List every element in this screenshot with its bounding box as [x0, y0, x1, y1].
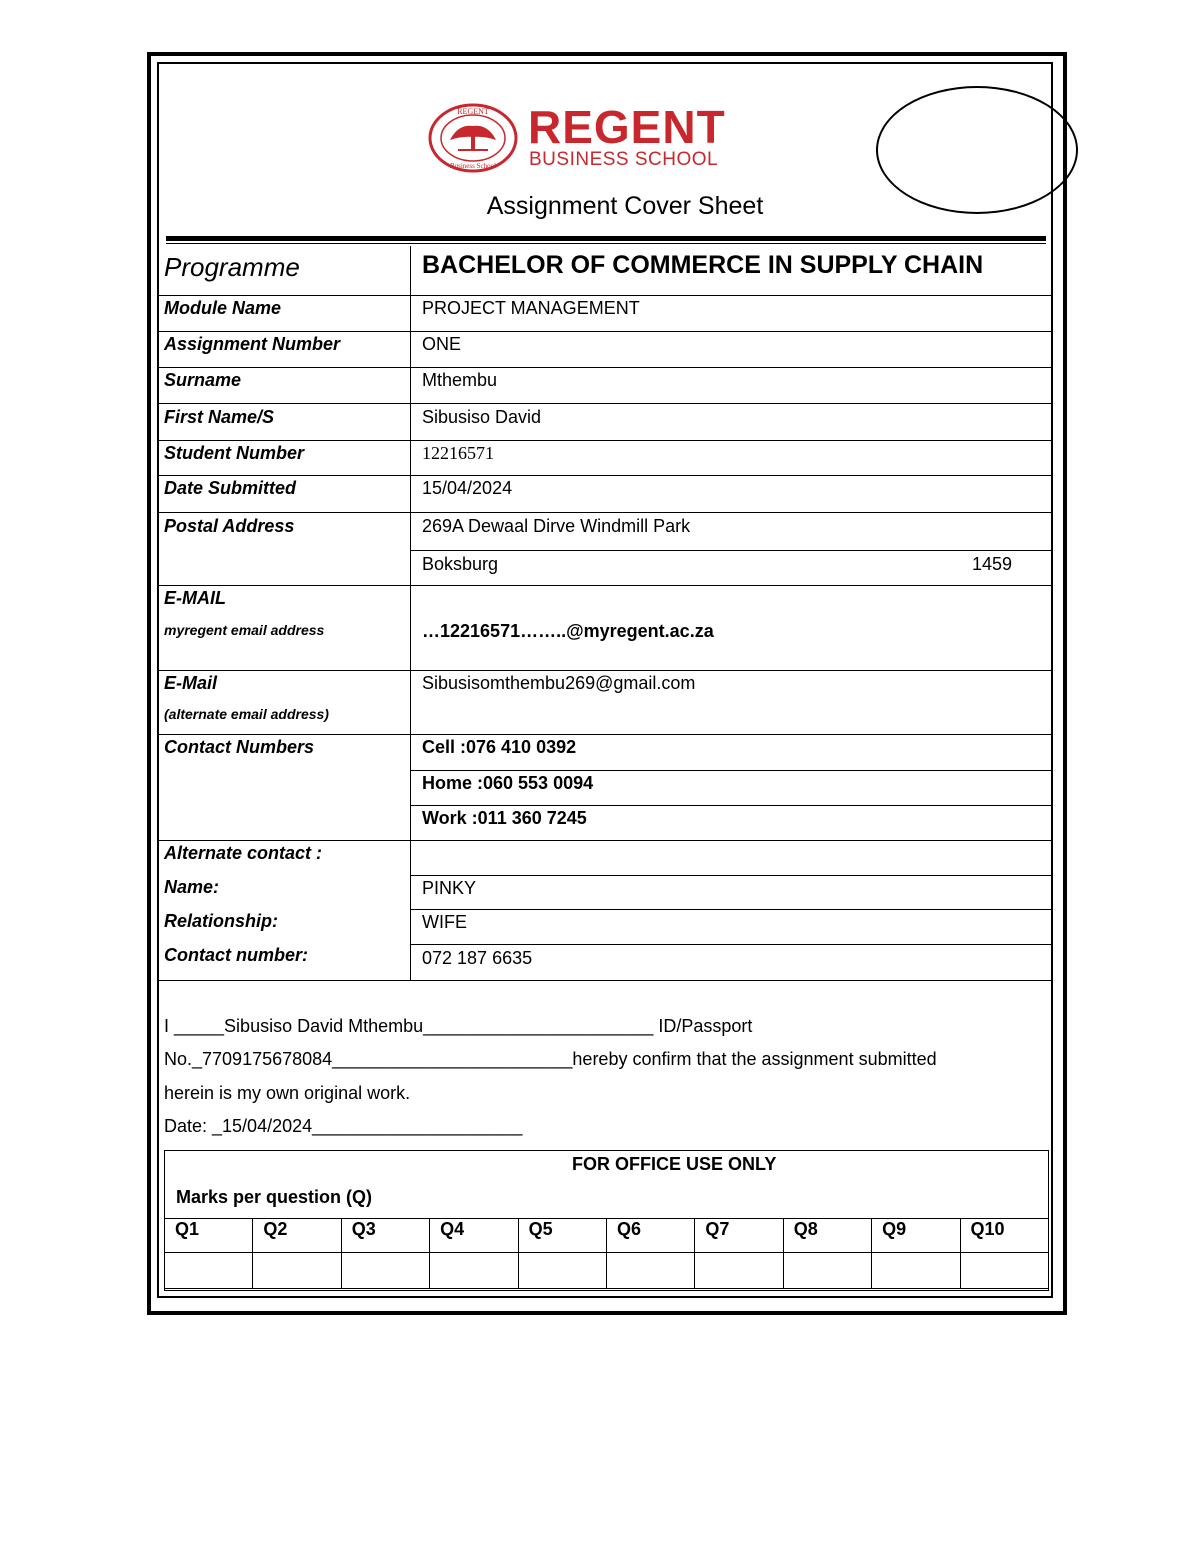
mark-cell[interactable] [430, 1253, 518, 1289]
header-divider-thin [166, 243, 1046, 244]
question-header: Q1 [165, 1219, 253, 1253]
email-myregent-label: E-MAIL [164, 588, 226, 608]
brand-name: REGENT [528, 101, 726, 153]
postal-address-line2: Boksburg [422, 554, 499, 574]
question-header: Q7 [695, 1219, 783, 1253]
alternate-contact-label: Alternate contact : [164, 843, 323, 863]
row-divider [410, 875, 1052, 876]
email-myregent-value: …12216571……..@myregent.ac.za [422, 621, 714, 641]
date-submitted-label: Date Submitted [164, 478, 297, 498]
assignment-number-label: Assignment Number [164, 334, 341, 354]
row-divider [158, 367, 1052, 368]
question-header: Q9 [872, 1219, 960, 1253]
row-divider [158, 734, 1052, 735]
contact-number-label: Contact number: [164, 945, 308, 965]
postal-code: 1459 [972, 554, 1013, 574]
student-number-value: 12216571 [422, 443, 494, 463]
row-divider [158, 670, 1052, 671]
mark-cell[interactable] [960, 1253, 1048, 1289]
marks-entry-row [165, 1253, 1049, 1289]
contact-number-value: 072 187 6635 [422, 948, 533, 968]
email-alternate-sublabel: (alternate email address) [164, 706, 329, 722]
email-alternate-label: E-Mail [164, 673, 218, 693]
mark-cell[interactable] [341, 1253, 429, 1289]
mark-cell[interactable] [518, 1253, 606, 1289]
row-divider [410, 550, 1052, 551]
mark-cell[interactable] [253, 1253, 341, 1289]
relationship-label: Relationship: [164, 911, 279, 931]
postal-address-line1: 269A Dewaal Dirve Windmill Park [422, 516, 691, 536]
marks-table [164, 1218, 1049, 1289]
programme-label: Programme [164, 252, 300, 282]
first-names-value: Sibusiso David [422, 407, 542, 427]
declaration-line-2: No._7709175678084________________________hereby confirm that the assignment submitted [164, 1049, 937, 1069]
regent-seal-icon [428, 102, 518, 174]
seal-bottom-text: Business School [449, 162, 497, 170]
brand-subtitle: BUSINESS SCHOOL [529, 149, 719, 170]
declaration-line-3: herein is my own original work. [164, 1083, 411, 1103]
row-divider [410, 909, 1052, 910]
module-name-label: Module Name [164, 298, 282, 318]
module-name-value: PROJECT MANAGEMENT [422, 298, 640, 318]
assignment-number-value: ONE [422, 334, 462, 354]
question-header: Q3 [341, 1219, 429, 1253]
row-divider [158, 512, 1052, 513]
row-divider [410, 944, 1052, 945]
alternate-name-label: Name: [164, 877, 220, 897]
marks-per-question-label: Marks per question (Q) [176, 1187, 373, 1207]
surname-label: Surname [164, 370, 242, 390]
row-divider [158, 475, 1052, 476]
email-myregent-sublabel: myregent email address [164, 622, 325, 638]
row-divider [158, 440, 1052, 441]
row-divider [158, 840, 1052, 841]
row-divider [158, 331, 1052, 332]
question-header: Q2 [253, 1219, 341, 1253]
row-divider [158, 980, 1052, 981]
mark-cell[interactable] [695, 1253, 783, 1289]
date-submitted-value: 15/04/2024 [422, 478, 513, 498]
row-divider [410, 805, 1052, 806]
surname-value: Mthembu [422, 370, 498, 390]
row-divider [158, 295, 1052, 296]
mark-cell[interactable] [606, 1253, 694, 1289]
question-header: Q4 [430, 1219, 518, 1253]
question-header: Q6 [606, 1219, 694, 1253]
question-header: Q8 [783, 1219, 871, 1253]
header-divider [166, 236, 1046, 241]
stamp-area [876, 86, 1078, 214]
marks-header-row [165, 1219, 1049, 1253]
email-alternate-value: Sibusisomthembu269@gmail.com [422, 673, 696, 693]
question-header: Q10 [960, 1219, 1048, 1253]
contact-cell: Cell :076 410 0392 [422, 737, 577, 757]
programme-value: BACHELOR OF COMMERCE IN SUPPLY CHAIN [422, 251, 984, 279]
question-header: Q5 [518, 1219, 606, 1253]
mark-cell[interactable] [165, 1253, 253, 1289]
page-title: Assignment Cover Sheet [486, 192, 764, 220]
row-divider [158, 403, 1052, 404]
seal-top-text: REGENT [457, 107, 489, 116]
declaration-line-1: I _____Sibusiso David Mthembu_______________________ ID/Passport [164, 1016, 753, 1036]
alternate-name-value: PINKY [422, 878, 477, 898]
contact-home: Home :060 553 0094 [422, 773, 594, 793]
mark-cell[interactable] [783, 1253, 871, 1289]
row-divider [158, 585, 1052, 586]
postal-address-label: Postal Address [164, 516, 295, 536]
first-names-label: First Name/S [164, 407, 275, 427]
column-separator [410, 246, 411, 980]
row-divider [410, 770, 1052, 771]
regent-logo [428, 102, 788, 176]
student-number-label: Student Number [164, 443, 305, 463]
relationship-value: WIFE [422, 912, 467, 932]
office-use-title: FOR OFFICE USE ONLY [572, 1154, 777, 1174]
declaration-date: Date: _15/04/2024_____________________ [164, 1116, 523, 1136]
mark-cell[interactable] [872, 1253, 960, 1289]
contact-work: Work :011 360 7245 [422, 808, 587, 828]
contact-numbers-label: Contact Numbers [164, 737, 315, 757]
